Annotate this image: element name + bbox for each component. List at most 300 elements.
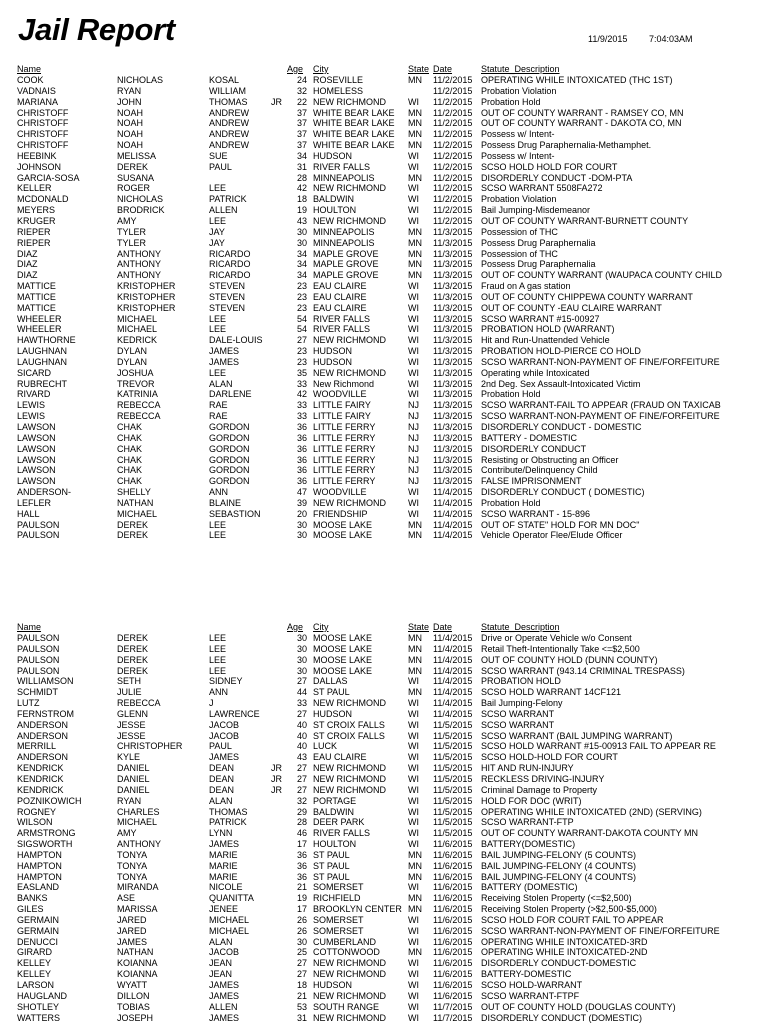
first-name: TREVOR (117, 378, 155, 389)
booking-date: 11/3/2015 (433, 378, 473, 389)
age: 25 (296, 947, 307, 958)
age: 23 (296, 302, 307, 313)
record-row (0, 379, 768, 390)
state: WI (408, 925, 419, 936)
first-name: REBECCA (117, 400, 161, 411)
city: NEW RICHMOND (313, 96, 386, 107)
first-name: MICHAEL (117, 508, 158, 519)
statute-description: Criminal Damage to Property (481, 784, 598, 795)
last-name: HALL (17, 508, 40, 519)
city: RICHFIELD (313, 893, 361, 904)
state: NJ (408, 400, 419, 411)
record-row (0, 476, 768, 487)
state: WI (408, 708, 419, 719)
record-row (0, 205, 768, 216)
last-name: COOK (17, 75, 44, 85)
last-name: WILLIAMSON (17, 676, 74, 687)
state: WI (408, 752, 419, 763)
booking-date: 11/3/2015 (433, 302, 473, 313)
statute-description: OUT OF COUNTY HOLD (DOUGLAS COUNTY) (481, 1001, 676, 1012)
record-row (0, 720, 768, 731)
statute-description: 2nd Deg. Sex Assault-Intoxicated Victim (481, 378, 641, 389)
city: HOMELESS (313, 85, 364, 96)
city: NEW RICHMOND (313, 763, 386, 774)
city: ST PAUL (313, 687, 350, 698)
age: 18 (296, 194, 307, 205)
first-name: MICHAEL (117, 817, 158, 828)
middle-name: GORDON (209, 443, 250, 454)
state: NJ (408, 443, 419, 454)
state: WI (408, 302, 419, 313)
state: WI (408, 817, 419, 828)
state: MN (408, 107, 422, 118)
record-row (0, 129, 768, 140)
record-row (0, 741, 768, 752)
statute-description: BATTERY - DOMESTIC (481, 432, 578, 443)
first-name: REBECCA (117, 698, 161, 709)
age: 17 (296, 839, 307, 850)
record-row (0, 893, 768, 904)
first-name: CHRISTOPHER (117, 741, 183, 752)
record-row (0, 991, 768, 1002)
first-name: KOIANNA (117, 958, 158, 969)
middle-name: JAMES (209, 356, 240, 367)
record-row (0, 839, 768, 850)
middle-name: JAMES (209, 752, 240, 763)
statute-description: DISORDERLY CONDUCT - DOMESTIC (481, 422, 642, 432)
header-state: State (408, 64, 430, 74)
age: 21 (296, 882, 307, 893)
city: LITTLE FERRY (313, 443, 376, 454)
age: 40 (296, 719, 307, 730)
statute-description: Hit and Run-Unattended Vehicle (481, 335, 610, 346)
booking-date: 11/3/2015 (433, 465, 473, 476)
age: 37 (296, 140, 307, 151)
city: ST PAUL (313, 871, 350, 882)
state: MN (408, 519, 422, 530)
last-name: PAULSON (17, 530, 60, 541)
city: ROSEVILLE (313, 75, 364, 85)
state: WI (408, 828, 419, 839)
statute-description: SCSO WARRANT (481, 708, 555, 719)
middle-name: ANDREW (209, 118, 249, 129)
age: 33 (296, 400, 307, 411)
last-name: LAWSON (17, 443, 56, 454)
booking-date: 11/2/2015 (433, 107, 473, 118)
age: 34 (296, 150, 307, 161)
last-name: BANKS (17, 893, 48, 904)
booking-date: 11/6/2015 (433, 980, 473, 990)
middle-name: RICARDO (209, 259, 251, 270)
state: WI (408, 378, 419, 389)
last-name: RUBRECHT (17, 378, 68, 389)
last-name: LAWSON (17, 465, 56, 476)
middle-name: JACOB (209, 719, 240, 730)
middle-name: GORDON (209, 422, 250, 432)
age: 27 (296, 784, 307, 795)
booking-date: 11/6/2015 (433, 969, 473, 980)
last-name: JOHNSON (17, 161, 62, 172)
city: LITTLE FERRY (313, 454, 376, 465)
statute-description: OUT OF STATE" HOLD FOR MN DOC" (481, 519, 640, 530)
city: BROOKLYN CENTER (313, 904, 402, 915)
city: RIVER FALLS (313, 313, 371, 324)
booking-date: 11/6/2015 (433, 871, 473, 882)
first-name: CHAK (117, 432, 143, 443)
city: LITTLE FAIRY (313, 411, 371, 422)
statute-description: BATTERY(DOMESTIC) (481, 839, 576, 850)
statute-description: SCSO HOLD WARRANT #15-00913 FAIL TO APPEAR RE (481, 741, 716, 752)
age: 47 (296, 487, 307, 498)
statute-description: BAIL JUMPING-FELONY (4 COUNTS) (481, 860, 637, 871)
age: 23 (296, 291, 307, 302)
last-name: KRUGER (17, 215, 56, 226)
city: PORTAGE (313, 795, 357, 806)
state: WI (408, 882, 419, 893)
record-row (0, 433, 768, 444)
first-name: KRISTOPHER (117, 281, 176, 292)
age: 26 (296, 914, 307, 925)
first-name: JULIE (117, 687, 142, 698)
record-row (0, 752, 768, 763)
middle-name: JEAN (209, 958, 233, 969)
age: 23 (296, 356, 307, 367)
booking-date: 11/5/2015 (433, 795, 473, 806)
header-age: Age (287, 622, 304, 632)
booking-date: 11/5/2015 (433, 817, 473, 828)
age: 36 (296, 476, 307, 487)
city: EAU CLAIRE (313, 291, 367, 302)
state: WI (408, 281, 419, 292)
state: WI (408, 980, 419, 990)
booking-date: 11/4/2015 (433, 497, 473, 508)
last-name: ANDERSON (17, 719, 69, 730)
first-name: ROGER (117, 183, 151, 194)
middle-name: LEE (209, 654, 227, 665)
age: 27 (296, 708, 307, 719)
last-name: LAWSON (17, 432, 56, 443)
middle-name: NICOLE (209, 882, 243, 893)
state: NJ (408, 432, 419, 443)
first-name: TONYA (117, 860, 148, 871)
state: WI (408, 741, 419, 752)
record-row (0, 498, 768, 509)
state: WI (408, 215, 419, 226)
first-name: ASE (117, 893, 136, 904)
age: 30 (296, 530, 307, 541)
first-name: MELISSA (117, 150, 157, 161)
city: NEW RICHMOND (313, 183, 386, 194)
first-name: TYLER (117, 237, 147, 248)
age: 36 (296, 871, 307, 882)
booking-date: 11/2/2015 (433, 205, 473, 216)
middle-name: GORDON (209, 465, 250, 476)
first-name: JESSE (117, 730, 146, 741)
last-name: RIEPER (17, 237, 51, 248)
statute-description: SCSO HOLD-WARRANT (481, 980, 583, 990)
city: SOMERSET (313, 882, 364, 893)
statute-description: SCSO WARRANT-FTPF (481, 990, 580, 1001)
record-row (0, 904, 768, 915)
city: HUDSON (313, 150, 353, 161)
last-name: LAWSON (17, 422, 56, 432)
last-name: LEWIS (17, 411, 46, 422)
city: MOOSE LAKE (313, 665, 373, 676)
booking-date: 11/3/2015 (433, 400, 473, 411)
middle-name: ANN (209, 487, 229, 498)
booking-date: 11/6/2015 (433, 839, 473, 850)
middle-name: ANDREW (209, 129, 249, 140)
booking-date: 11/4/2015 (433, 633, 473, 643)
header-city: City (313, 64, 329, 74)
city: WOODVILLE (313, 389, 367, 400)
record-row (0, 1013, 768, 1024)
column-header-row (0, 622, 768, 633)
city: WHITE BEAR LAKE (313, 140, 395, 151)
statute-description: OUT OF COUNTY WARRANT-BURNETT COUNTY (481, 215, 689, 226)
first-name: MIRANDA (117, 882, 159, 893)
city: SOUTH RANGE (313, 1001, 380, 1012)
age: 36 (296, 454, 307, 465)
last-name: VADNAIS (17, 85, 56, 96)
age: 28 (296, 817, 307, 828)
statute-description: SCSO WARRANT - 15-896 (481, 508, 591, 519)
last-name: LARSON (17, 980, 55, 990)
statute-description: OUT OF COUNTY HOLD (DUNN COUNTY) (481, 654, 658, 665)
booking-date: 11/3/2015 (433, 422, 473, 432)
first-name: NOAH (117, 129, 144, 140)
last-name: WILSON (17, 817, 53, 828)
middle-name: JAMES (209, 980, 240, 990)
middle-name: LEE (209, 324, 227, 335)
last-name: DIAZ (17, 259, 38, 270)
statute-description: SCSO WARRANT-FTP (481, 817, 574, 828)
booking-date: 11/3/2015 (433, 281, 473, 292)
state: WI (408, 914, 419, 925)
middle-name: GORDON (209, 432, 250, 443)
middle-name: JAMES (209, 839, 240, 850)
state: NJ (408, 422, 419, 432)
middle-name: STEVEN (209, 281, 246, 292)
record-row (0, 97, 768, 108)
state: WI (408, 313, 419, 324)
statute-description: BATTERY-DOMESTIC (481, 969, 572, 980)
statute-description: Probation Hold (481, 497, 541, 508)
first-name: CHAK (117, 443, 143, 454)
first-name: DEREK (117, 633, 149, 643)
middle-name: GORDON (209, 476, 250, 487)
header-statute: Statute_Description (481, 622, 560, 632)
record-row (0, 882, 768, 893)
middle-name: SIDNEY (209, 676, 243, 687)
last-name: PAULSON (17, 519, 60, 530)
age: 17 (296, 904, 307, 915)
record-row (0, 520, 768, 531)
city: MAPLE GROVE (313, 248, 379, 259)
first-name: KATRINIA (117, 389, 158, 400)
age: 20 (296, 508, 307, 519)
statute-description: SCSO WARRANT-NON-PAYMENT OF FINE/FORFEITURE (481, 925, 720, 936)
first-name: SHELLY (117, 487, 151, 498)
last-name: CHRISTOFF (17, 107, 69, 118)
state: WI (408, 508, 419, 519)
statute-description: Bail Jumping-Misdemeanor (481, 205, 591, 216)
statute-description: SCSO HOLD-HOLD FOR COURT (481, 752, 618, 763)
last-name: HEEBINK (17, 150, 57, 161)
city: ST CROIX FALLS (313, 719, 385, 730)
booking-date: 11/3/2015 (433, 411, 473, 422)
last-name: ROGNEY (17, 806, 57, 817)
statute-description: PROBATION HOLD (WARRANT) (481, 324, 615, 335)
middle-name: DARLENE (209, 389, 252, 400)
first-name: RYAN (117, 85, 142, 96)
middle-name: THOMAS (209, 806, 248, 817)
middle-name: LYNN (209, 828, 233, 839)
record-row (0, 958, 768, 969)
state: WI (408, 763, 419, 774)
city: HUDSON (313, 356, 353, 367)
record-row (0, 140, 768, 151)
age: 27 (296, 335, 307, 346)
statute-description: Resisting or Obstructing an Officer (481, 454, 619, 465)
state: MN (408, 871, 422, 882)
state: WI (408, 205, 419, 216)
state: MN (408, 129, 422, 140)
age: 30 (296, 654, 307, 665)
city: MOOSE LAKE (313, 643, 373, 654)
booking-date: 11/5/2015 (433, 730, 473, 741)
age: 27 (296, 676, 307, 687)
first-name: DEREK (117, 665, 149, 676)
state: WI (408, 936, 419, 947)
state: MN (408, 687, 422, 698)
booking-date: 11/6/2015 (433, 947, 473, 958)
record-row (0, 947, 768, 958)
middle-name: LEE (209, 665, 227, 676)
state: MN (408, 643, 422, 654)
last-name: WHEELER (17, 324, 62, 335)
name-suffix: JR (271, 773, 282, 784)
middle-name: LEE (209, 530, 227, 541)
city: BALDWIN (313, 194, 355, 205)
record-row (0, 151, 768, 162)
booking-date: 11/2/2015 (433, 172, 473, 183)
first-name: NICHOLAS (117, 194, 164, 205)
first-name: KYLE (117, 752, 141, 763)
state: MN (408, 259, 422, 270)
last-name: PAULSON (17, 665, 60, 676)
first-name: ANTHONY (117, 839, 162, 850)
middle-name: LEE (209, 215, 227, 226)
age: 42 (296, 389, 307, 400)
record-row (0, 108, 768, 119)
header-date: Date (433, 64, 453, 74)
last-name: LEWIS (17, 400, 46, 411)
city: MAPLE GROVE (313, 259, 379, 270)
record-row (0, 509, 768, 520)
city: EAU CLAIRE (313, 281, 367, 292)
city: LUCK (313, 741, 338, 752)
state: WI (408, 773, 419, 784)
state: MN (408, 904, 422, 915)
booking-date: 11/2/2015 (433, 194, 473, 205)
first-name: DILLON (117, 990, 150, 1001)
age: 40 (296, 741, 307, 752)
city: RIVER FALLS (313, 161, 371, 172)
record-row (0, 411, 768, 422)
statute-description: SCSO WARRANT (943.14 CRIMINAL TRESPASS) (481, 665, 685, 676)
state: WI (408, 335, 419, 346)
first-name: NATHAN (117, 947, 154, 958)
age: 28 (296, 172, 307, 183)
state: MN (408, 237, 422, 248)
age: 30 (296, 936, 307, 947)
statute-description: DISORDERLY CONDUCT (DOMESTIC) (481, 1012, 643, 1023)
booking-date: 11/6/2015 (433, 990, 473, 1001)
city: LITTLE FERRY (313, 432, 376, 443)
middle-name: ALLEN (209, 205, 238, 216)
first-name: SETH (117, 676, 142, 687)
name-suffix: JR (271, 763, 282, 774)
booking-date: 11/5/2015 (433, 763, 473, 774)
age: 27 (296, 773, 307, 784)
statute-description: Contribute/Delinquency Child (481, 465, 598, 476)
age: 23 (296, 281, 307, 292)
city: LITTLE FERRY (313, 465, 376, 476)
middle-name: MARIE (209, 871, 238, 882)
state: WI (408, 698, 419, 709)
name-suffix: JR (271, 784, 282, 795)
age: 36 (296, 465, 307, 476)
record-row (0, 1002, 768, 1013)
statute-description: Possess Drug Paraphernalia (481, 259, 596, 270)
state: WI (408, 1012, 419, 1023)
last-name: MCDONALD (17, 194, 69, 205)
state: NJ (408, 476, 419, 487)
first-name: AMY (117, 215, 137, 226)
booking-date: 11/4/2015 (433, 508, 473, 519)
report-section-2 (0, 622, 768, 1023)
age: 54 (296, 313, 307, 324)
first-name: AMY (117, 828, 137, 839)
first-name: KEDRICK (117, 335, 158, 346)
age: 31 (296, 161, 307, 172)
state: WI (408, 806, 419, 817)
middle-name: JEAN (209, 969, 233, 980)
state: NJ (408, 411, 419, 422)
record-row (0, 926, 768, 937)
city: WHITE BEAR LAKE (313, 129, 395, 140)
middle-name: RICARDO (209, 270, 251, 281)
age: 53 (296, 1001, 307, 1012)
middle-name: LEE (209, 633, 227, 643)
last-name: KELLER (17, 183, 52, 194)
last-name: ANDERSON- (17, 487, 72, 498)
record-row (0, 357, 768, 368)
record-row (0, 774, 768, 785)
age: 30 (296, 665, 307, 676)
state: MN (408, 270, 422, 281)
record-row (0, 785, 768, 796)
record-row (0, 368, 768, 379)
booking-date: 11/5/2015 (433, 741, 473, 752)
first-name: DANIEL (117, 763, 150, 774)
last-name: GARCIA-SOSA (17, 172, 80, 183)
middle-name: DEAN (209, 773, 235, 784)
state: WI (408, 969, 419, 980)
first-name: NOAH (117, 118, 144, 129)
city: NEW RICHMOND (313, 958, 386, 969)
